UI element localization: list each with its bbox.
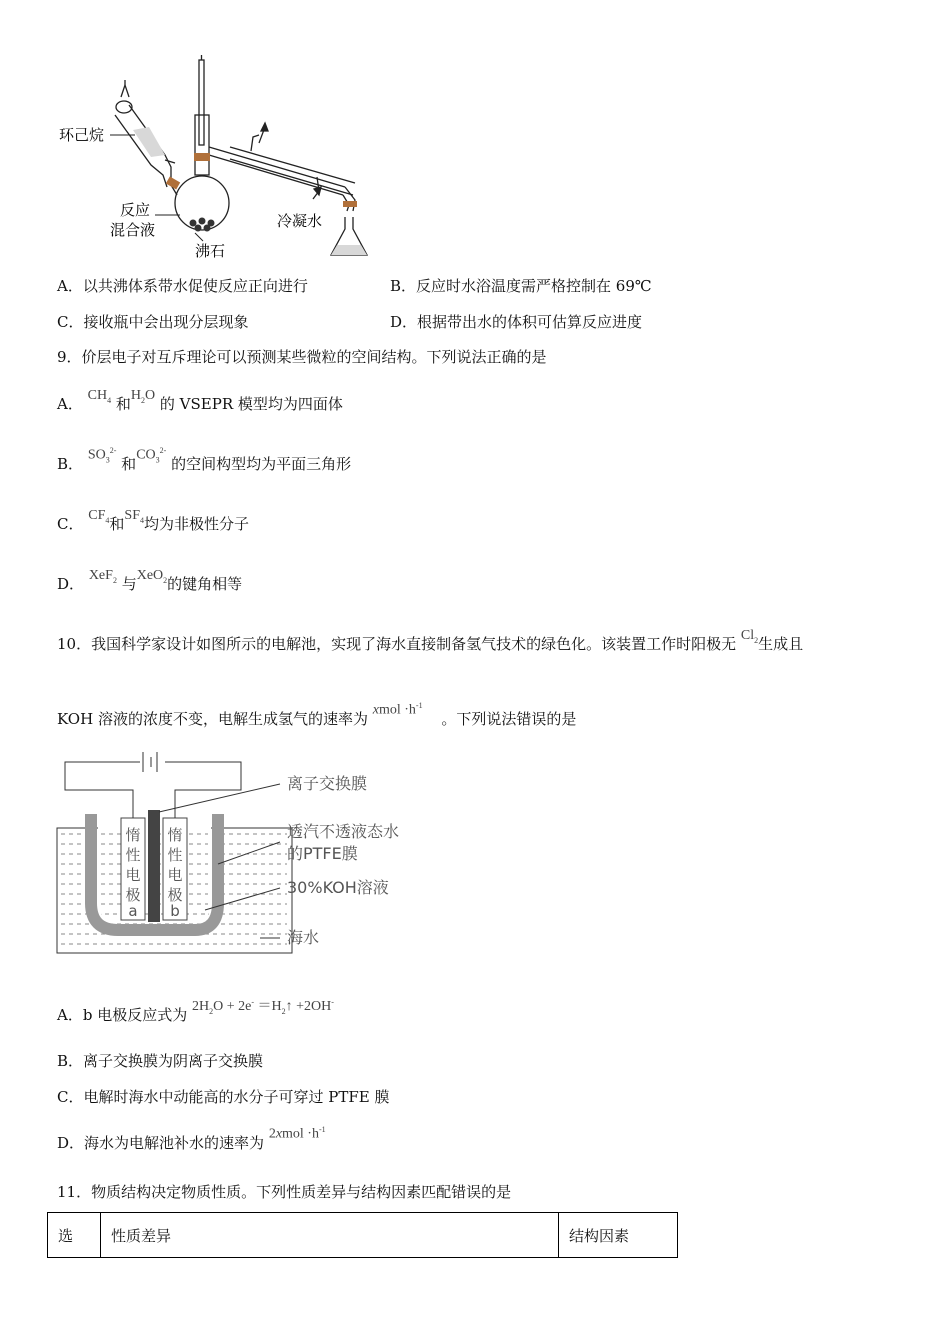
electrode-b-char-3: 电 bbox=[167, 866, 183, 884]
label-reaction-1: 反应 bbox=[120, 201, 151, 219]
electrode-b-char-4: 极 bbox=[167, 886, 183, 904]
electrode-b-char-2: 性 bbox=[167, 846, 183, 864]
q8-option-b: B．反应时水浴温度需严格控制在 69℃ bbox=[390, 277, 652, 295]
electrode-a-char-2: 性 bbox=[125, 846, 141, 864]
formula-so3: $SO_3^{2-}$ bbox=[87, 446, 117, 465]
electrode-a-char-5: a bbox=[128, 902, 138, 920]
q11-stem: 11．物质结构决定物质性质。下列性质差异与结构因素匹配错误的是 bbox=[57, 1183, 512, 1201]
formula-cf4: $CF_4$ bbox=[88, 508, 110, 525]
q9-option-a: A． $CH_4$ 和$H_2O$ 的 VSEPR 模型均为四面体 bbox=[57, 388, 343, 413]
formula-cl2: $Cl_2$ bbox=[740, 628, 759, 645]
table-row bbox=[48, 1213, 678, 1258]
label-ptfe-2: 的PTFE膜 bbox=[287, 844, 358, 863]
q8-option-d: D．根据带出水的体积可估算反应进度 bbox=[390, 313, 643, 331]
q8-option-c: C．接收瓶中会出现分层现象 bbox=[57, 313, 249, 331]
table-header-option: 选 bbox=[48, 1213, 101, 1258]
distillation-apparatus-figure bbox=[55, 55, 385, 265]
electrode-b-char-5: b bbox=[170, 902, 180, 920]
q9-option-d: D． XeF$_2$ 与XeO$_2$的键角相等 bbox=[57, 568, 243, 593]
label-condensing-water: 冷凝水 bbox=[277, 212, 323, 230]
q10-stem-line-1: 10．我国科学家设计如图所示的电解池，实现了海水直接制备氢气技术的绿色化。该装置工作时阳极无 $Cl_2$生成且 bbox=[57, 628, 804, 653]
table-header-property: 性质差异 bbox=[101, 1213, 559, 1258]
q10-option-c: C．电解时海水中动能高的水分子可穿过 PTFE 膜 bbox=[57, 1088, 390, 1106]
q10-stem-line-2: KOH 溶液的浓度不变，电解生成氢气的速率为 xmol $\cdot h^{-1}$ 。下列说法错误的是 bbox=[57, 701, 577, 728]
electrode-a-char-3: 电 bbox=[125, 866, 141, 884]
formula-xef2: XeF$_2$ bbox=[88, 568, 117, 585]
table-header-structure: 结构因素 bbox=[559, 1213, 678, 1258]
label-boiling-stone: 沸石 bbox=[195, 242, 226, 260]
label-seawater: 海水 bbox=[287, 928, 320, 947]
label-ion-exchange-membrane: 离子交换膜 bbox=[287, 774, 368, 793]
formula-co3: $CO_3^{2-}$ bbox=[136, 446, 167, 465]
label-reaction-2: 混合液 bbox=[110, 221, 156, 239]
q10-option-a: A．b 电极反应式为 $2H_2O + 2e^-$ $=H_2↑ +2OH^-$ bbox=[57, 1004, 334, 1026]
label-koh-solution: 30%KOH溶液 bbox=[287, 878, 389, 897]
q8-option-a: A．以共沸体系带水促使反应正向进行 bbox=[57, 277, 308, 295]
formula-xeo2: XeO$_2$ bbox=[136, 568, 168, 585]
q11-table bbox=[47, 1212, 678, 1258]
formula-h2o: $H_2O$ bbox=[130, 388, 156, 405]
electrode-b-char-1: 惰 bbox=[167, 826, 183, 844]
electrode-a-char-4: 极 bbox=[125, 886, 141, 904]
label-ptfe-1: 透汽不透液态水 bbox=[287, 822, 400, 841]
q9-option-c: C． $CF_4$和$SF_4$均为非极性分子 bbox=[57, 508, 249, 533]
q10-option-b: B．离子交换膜为阴离子交换膜 bbox=[57, 1052, 264, 1070]
formula-rate-2x: 2xmol $\cdot h^{-1}$ bbox=[268, 1125, 326, 1142]
q9-stem: 9．价层电子对互斥理论可以预测某些微粒的空间结构。下列说法正确的是 bbox=[57, 348, 547, 366]
formula-rate-x: xmol $\cdot h^{-1}$ bbox=[372, 701, 423, 718]
electrode-a-char-1: 惰 bbox=[125, 826, 141, 844]
electrolytic-cell-figure bbox=[55, 748, 425, 963]
q9-option-b: B． $SO_3^{2-}$ 和$CO_3^{2-}$ 的空间构型均为平面三角形 bbox=[57, 446, 352, 473]
label-cyclohexane: 环己烷 bbox=[59, 126, 105, 144]
formula-ch4: $CH_4$ bbox=[87, 388, 112, 405]
formula-sf4: $SF_4$ bbox=[124, 508, 144, 525]
formula-electrode-b-reaction: $2H_2O + 2e^-$ $=H_2↑ +2OH^-$ bbox=[192, 997, 334, 1016]
q10-option-d: D．海水为电解池补水的速率为 2xmol $\cdot h^{-1}$ bbox=[57, 1125, 326, 1152]
